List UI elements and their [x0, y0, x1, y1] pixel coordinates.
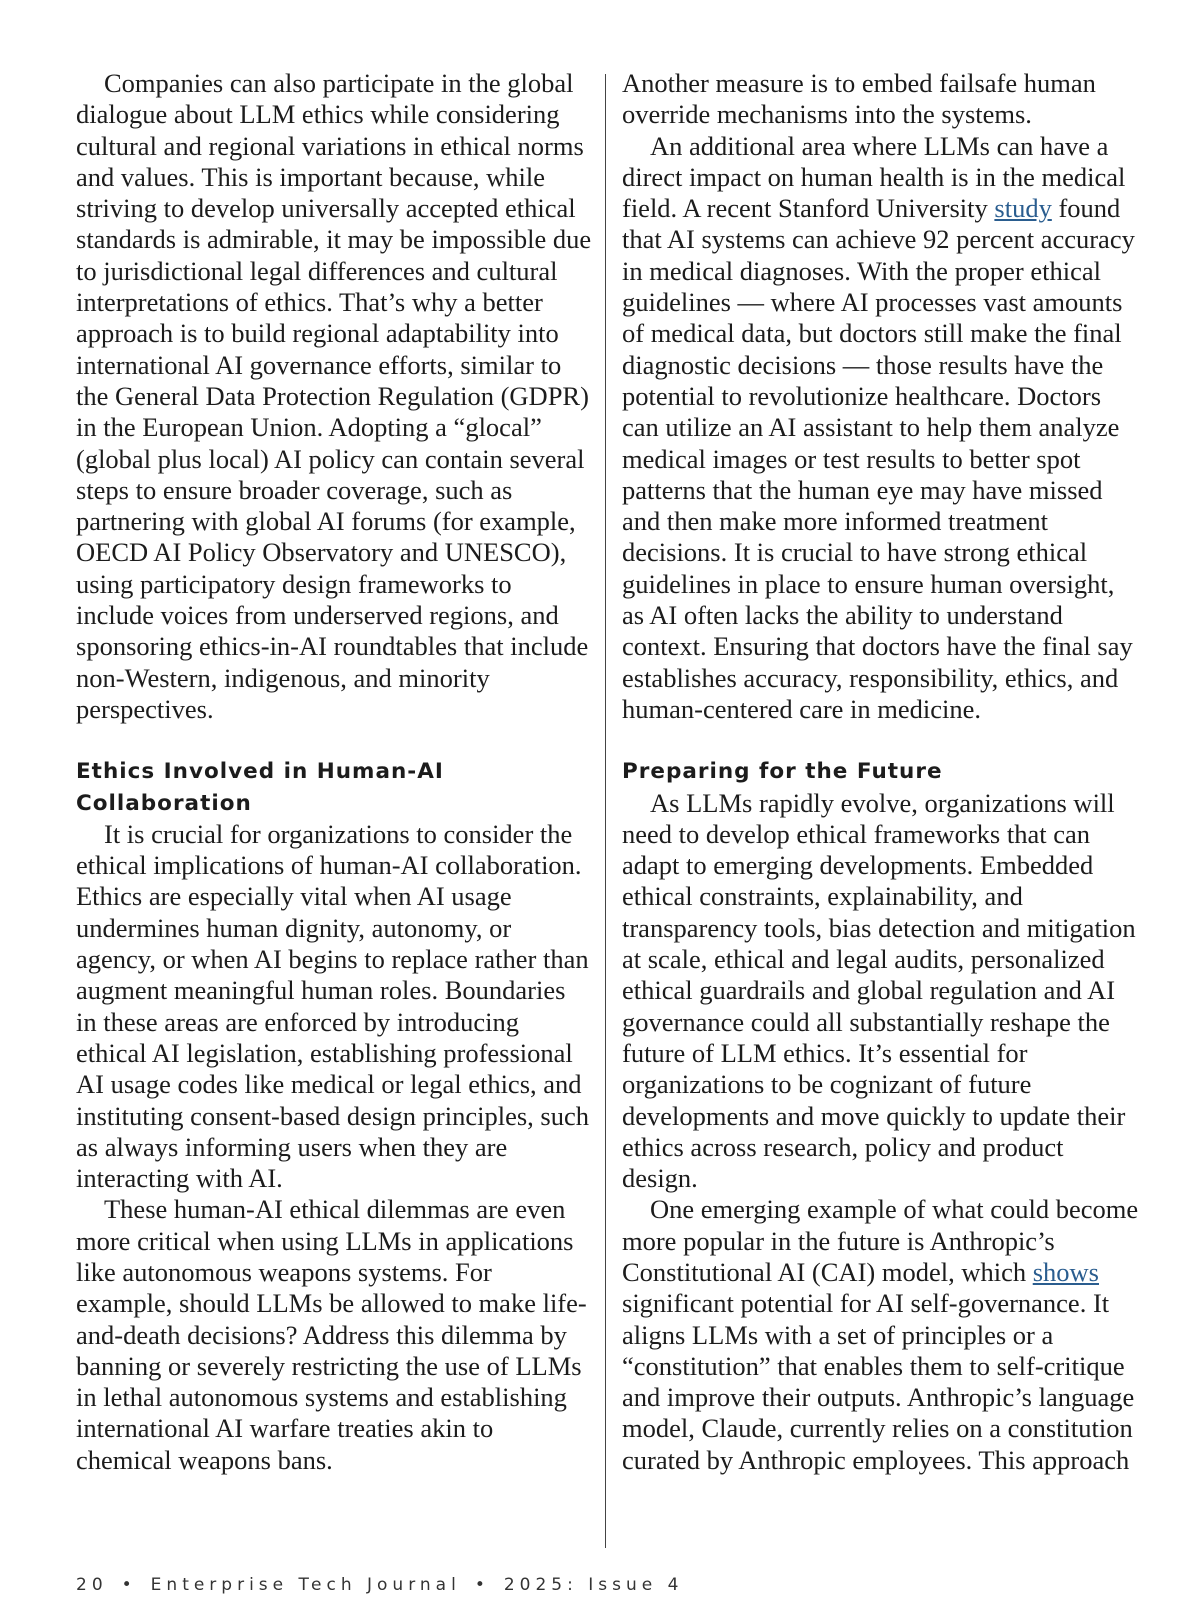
- column-divider: [605, 74, 606, 1548]
- right-column: [622, 68, 1142, 1476]
- left-paragraph-3: These human-AI ethical dilemmas are even more critical when using LLMs in applications like autonomous weapons systems. For example, should LLMs be allowed to make life-and-death decisions? Address this dilemma by banning or severely restricting the use of LLMs in lethal autonomous systems and establishing international AI warfare treaties akin to chemical weapons bans.: [76, 1194, 587, 1475]
- left-paragraph-1: Companies can also participate in the global dialogue about LLM ethics while considering cultural and regional variations in ethical norms and values. This is important because, while striving to develop universally accepted ethical standards is admirable, it may be impossible due to jurisdictional legal differences and cultural interpretations of ethics. That’s why a better approach is to build regional adaptability into international AI governance efforts, similar to the General Data Protection Regulation (GDPR) in the European Union. Adopting a “glocal” (global plus local) AI policy can contain several steps to ensure broader coverage, such as partnering with global AI forums (for example, OECD AI Policy Observatory and UNESCO), using participatory design frameworks to include voices from underserved regions, and sponsoring ethics-in-AI roundtables that include non-Western, indigenous, and minority perspectives.: [76, 68, 592, 724]
- study-link[interactable]: study: [994, 193, 1052, 224]
- page-footer: [76, 1575, 683, 1595]
- publication-name: Enterprise Tech Journal: [150, 1575, 461, 1595]
- section-heading-preparing-future: Preparing for the Future: [622, 759, 943, 785]
- issue-label: 2025: Issue 4: [503, 1575, 684, 1595]
- right-paragraph-2: [622, 131, 1142, 726]
- right-paragraph-3: As LLMs rapidly evolve, organizations will need to develop ethical frameworks that can adapt to emerging developments. Embedded ethical constraints, explainability, and transparency tools, bias detection and mitigation at scale, ethical and legal audits, personalized ethical guardrails and global regulation and AI governance could all substantially reshape the future of LLM ethics. It’s essential for organizations to be cognizant of future developments and move quickly to update their ethics across research, policy and product design.: [622, 787, 1136, 1194]
- right-paragraph-2-text-before: An additional area where LLMs can have a direct impact on human health is in the medical field. A recent Stanford University: [622, 130, 1126, 224]
- right-paragraph-4-text-after: significant potential for AI self-governance. It aligns LLMs with a set of principles or a “constitution” that enables them to self-critique and improve their outputs. Anthropic’s language model, Claude, currently relies on a constitution curated by Anthropic employees. This approach: [622, 1288, 1135, 1475]
- shows-link[interactable]: shows: [1032, 1256, 1099, 1287]
- section-heading-human-ai-collaboration: Ethics Involved in Human-AI Collaboration: [76, 759, 444, 816]
- right-paragraph-2-text-after: found that AI systems can achieve 92 percent accuracy in medical diagnoses. With the proper ethical guidelines — where AI processes vast amounts of medical data, but doctors still make the final diagnostic decisions — those results have the potential to revolutionize healthcare. Doctors can utilize an AI assistant to help them analyze medical images or test results to better spot patterns that the human eye may have missed and then make more informed treatment decisions. It is crucial to have strong ethical guidelines in place to ensure human oversight, as AI often lacks the ability to understand context. Ensuring that doctors have the final say establishes accuracy, responsibility, ethics, and human-centered care in medicine.: [622, 193, 1135, 724]
- left-paragraph-2: It is crucial for organizations to consider the ethical implications of human-AI collaboration. Ethics are especially vital when AI usage undermines human dignity, autonomy, or agency, or when AI begins to replace rather than augment meaningful human roles. Boundaries in these areas are enforced by introducing ethical AI legislation, establishing professional AI usage codes like medical or legal ethics, and instituting consent-based design principles, such as always informing users when they are interacting with AI.: [76, 818, 589, 1194]
- page-number: 20: [76, 1575, 108, 1595]
- right-paragraph-4: [622, 1194, 1142, 1476]
- left-column: [76, 68, 592, 1476]
- right-paragraph-1: Another measure is to embed failsafe human override mechanisms into the systems.: [622, 68, 1096, 130]
- footer-separator-2: •: [474, 1575, 490, 1595]
- footer-separator-1: •: [121, 1575, 137, 1595]
- right-paragraph-4-text-before: One emerging example of what could become more popular in the future is Anthropic’s Constitutional AI (CAI) model, which: [622, 1194, 1139, 1287]
